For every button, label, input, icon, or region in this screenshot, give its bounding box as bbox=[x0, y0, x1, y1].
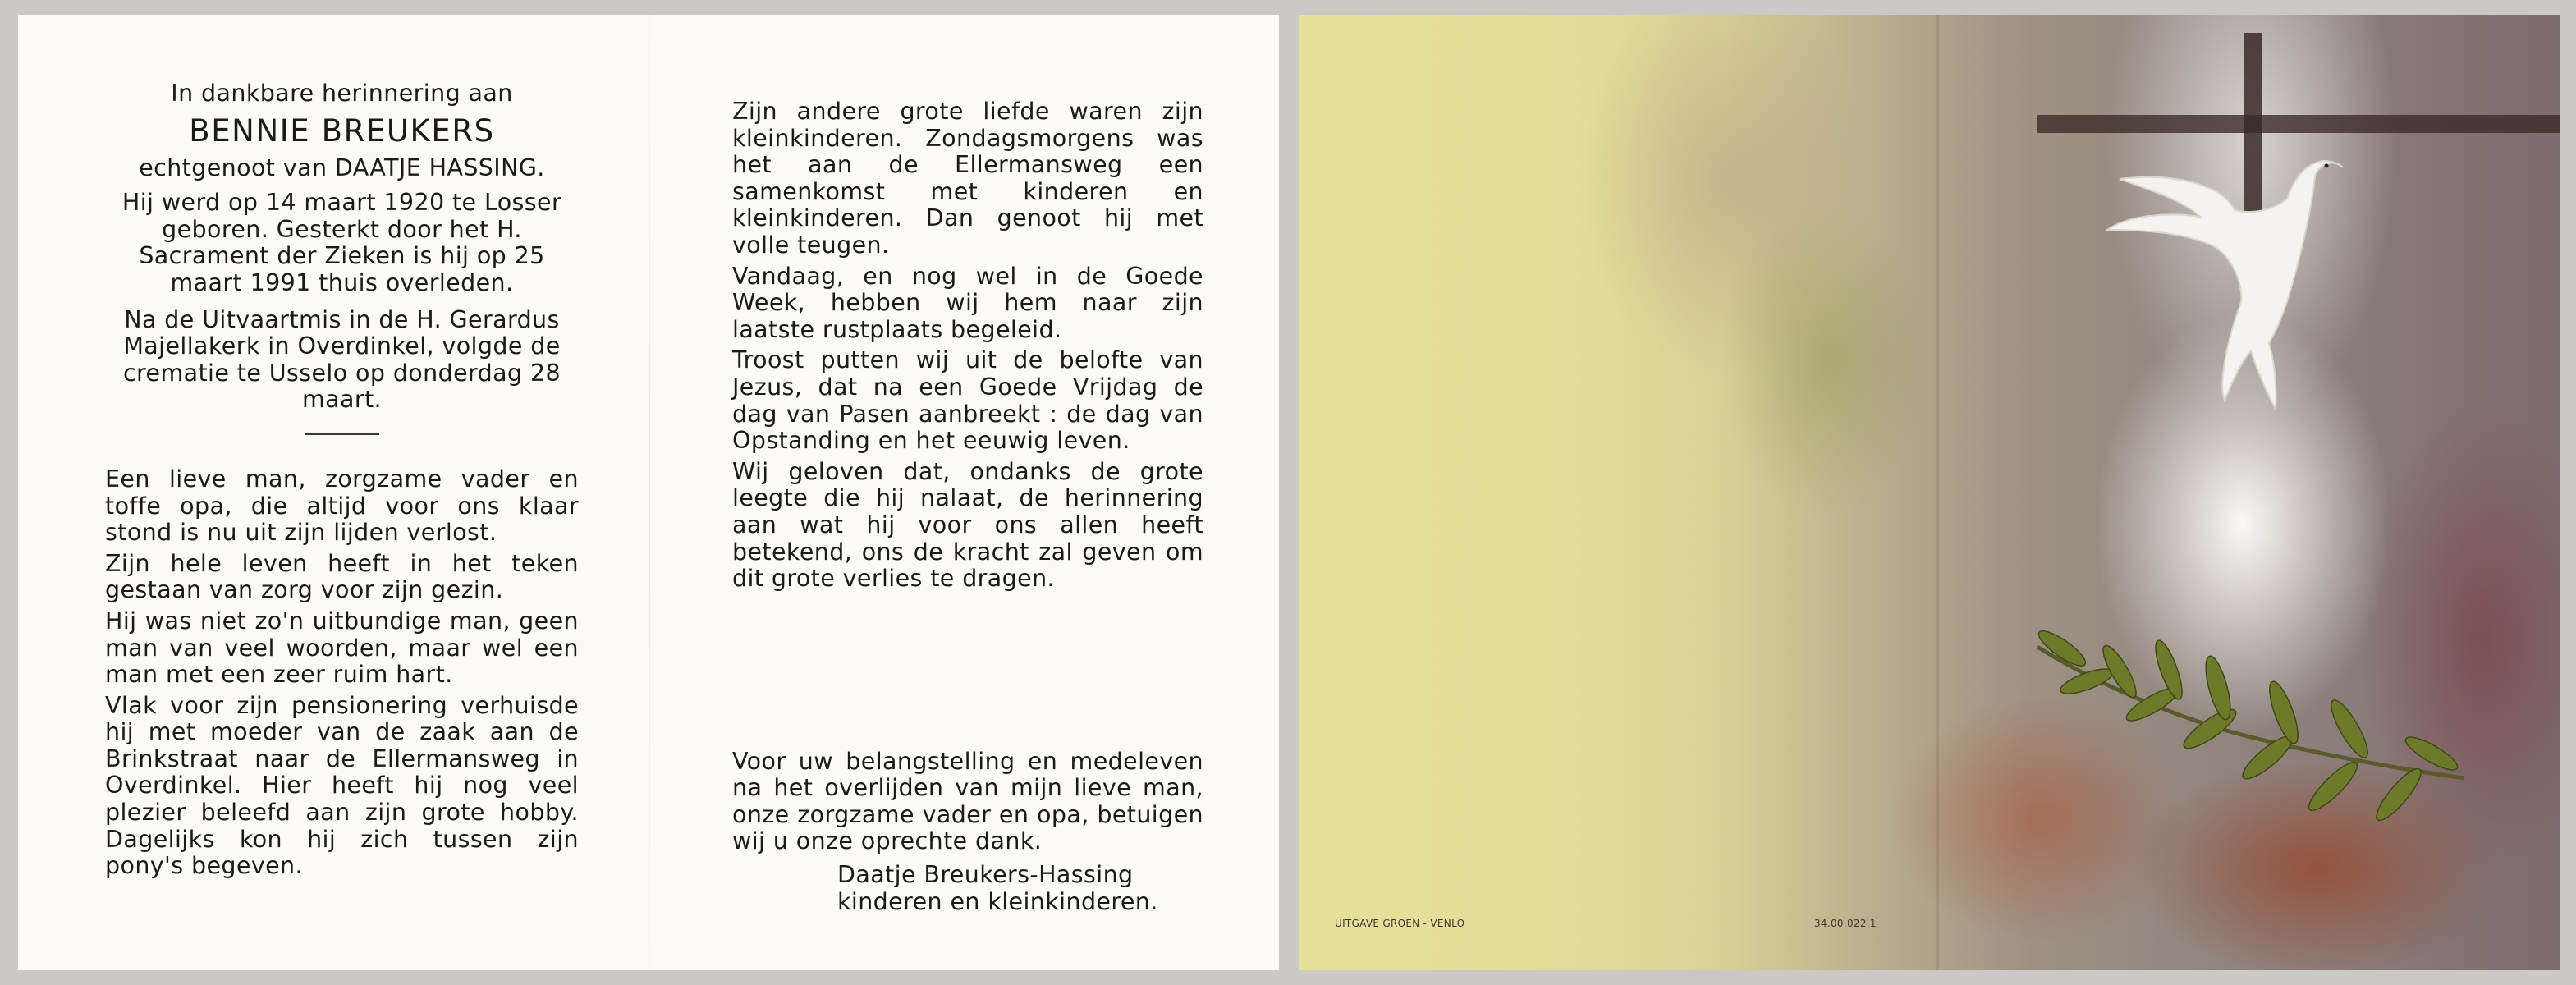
funeral-text: Na de Uitvaartmis in de H. Gerardus Majellakerk in Overdinkel, volgde de crematie te Usselo op donderdag 28 maart. bbox=[122, 305, 561, 414]
olive-branch-icon bbox=[2034, 625, 2464, 825]
card-cover bbox=[1299, 15, 2560, 970]
left-column bbox=[105, 80, 579, 880]
product-code: 34.00.022.1 bbox=[1814, 918, 1877, 929]
thanks-text: Voor uw belangstelling en medeleven na het overlijden van mijn lieve man, onze zorgzame vader en opa, betuigen wij u onze oprechte dank. bbox=[732, 747, 1203, 855]
intro-line: In dankbare herinnering aan bbox=[171, 80, 513, 107]
dove-icon bbox=[2107, 161, 2343, 409]
signature-family: kinderen en kleinkinderen. bbox=[837, 887, 1158, 915]
deceased-name: BENNIE BREUKERS bbox=[189, 112, 495, 149]
right-column bbox=[732, 98, 1203, 915]
cover-fold bbox=[1936, 15, 1939, 970]
paragraph: Zijn hele leven heeft in het teken gestaan van zorg voor zijn gezin. bbox=[105, 549, 579, 604]
fold-line bbox=[649, 15, 650, 970]
paragraph: Hij was niet zo'n uitbundige man, geen man van veel woorden, maar wel een man met een zeer ruim hart. bbox=[105, 607, 579, 689]
cover-illustration bbox=[1299, 15, 2560, 970]
paragraph: Zijn andere grote liefde waren zijn kleinkinderen. Zondagsmorgens was het aan de Ellermansweg een samenkomst met kinderen en kleinkinderen. Dan genoot hij met volle teugen. bbox=[732, 98, 1203, 259]
signature-name: Daatje Breukers-Hassing bbox=[837, 861, 1134, 889]
spouse-line: echtgenoot van DAATJE HASSING. bbox=[139, 153, 545, 181]
cross-icon bbox=[2037, 33, 2560, 312]
paragraph: Troost putten wij uit de belofte van Jezus, dat na een Goede Vrijdag de dag van Pasen aanbreekt : de dag van Opstanding en het eeuwig leven. bbox=[732, 346, 1203, 455]
paragraph: Vlak voor zijn pensionering verhuisde hij met moeder van de zaak aan de Brinkstraat naar de Ellermansweg in Overdinkel. Hier heeft hij nog veel plezier beleefd aan zijn grote hobby. Dagelijks kon hij zich tussen zijn pony's begeven. bbox=[105, 691, 579, 880]
paragraph: Vandaag, en nog wel in de Goede Week, hebben wij hem naar zijn laatste rustplaats begeleid. bbox=[732, 262, 1203, 343]
publisher-mark: UITGAVE GROEN - VENLO bbox=[1335, 918, 1465, 929]
paragraph: Wij geloven dat, ondanks de grote leegte die hij nalaat, de herinnering aan wat hij voor ons allen heeft betekend, ons de kracht zal geven om dit grote verlies te dragen. bbox=[732, 457, 1203, 593]
divider bbox=[305, 433, 379, 435]
birth-death-text: Hij werd op 14 maart 1920 te Losser geboren. Gesterkt door het H. Sacrament der Zieken is hij op 25 maart 1991 thuis overleden. bbox=[121, 189, 562, 296]
paragraph: Een lieve man, zorgzame vader en toffe opa, die altijd voor ons klaar stond is nu uit zijn lijden verlost. bbox=[105, 465, 579, 547]
